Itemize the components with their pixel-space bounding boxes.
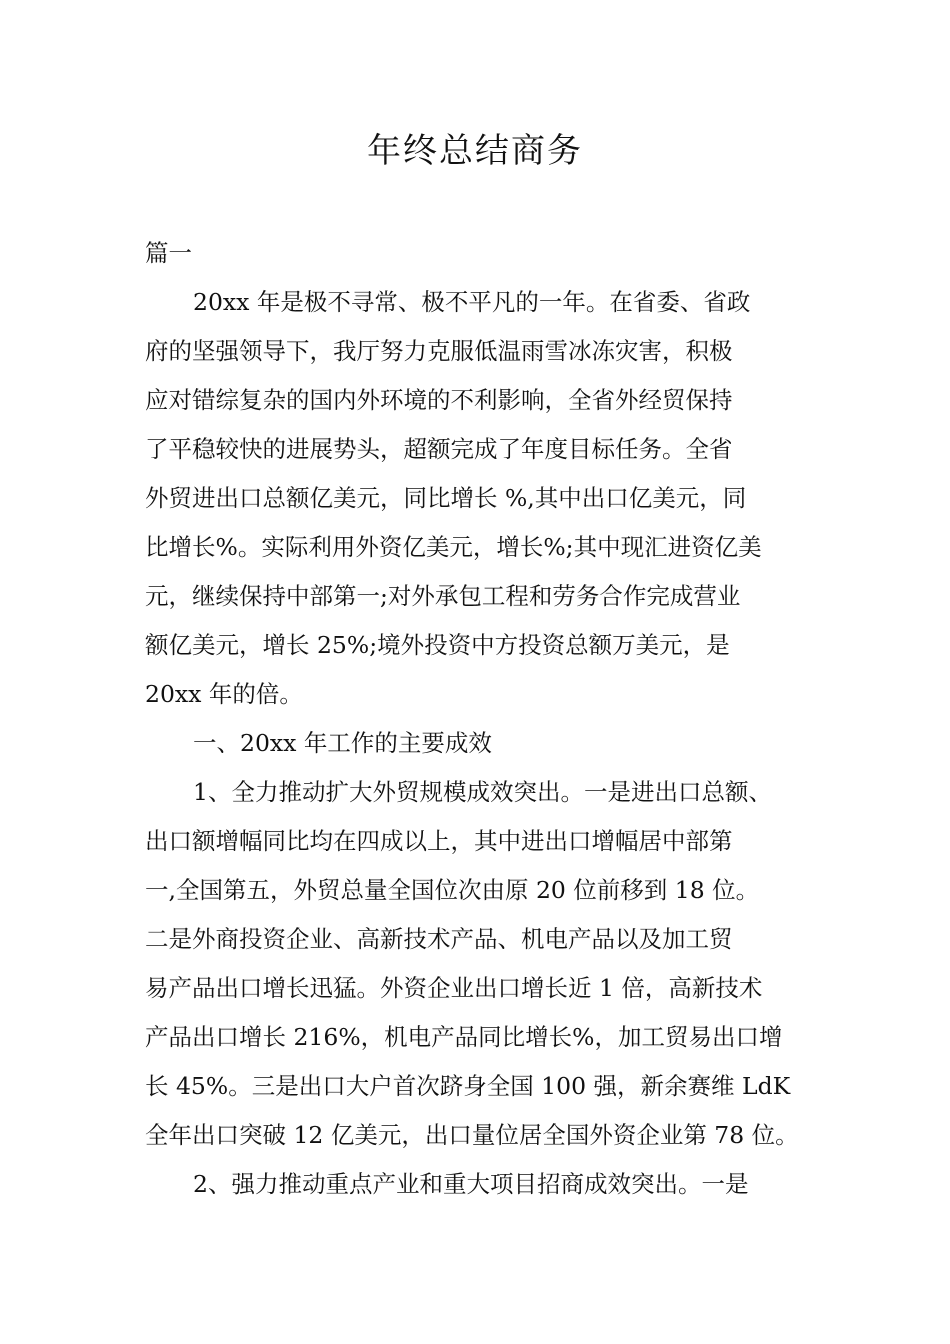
- text-line: 二是外商投资企业、高新技术产品、机电产品以及加工贸: [145, 925, 733, 953]
- text-line: 一、20xx 年工作的主要成效: [193, 729, 492, 757]
- text-line: 出口额增幅同比均在四成以上，其中进出口增幅居中部第: [145, 827, 733, 855]
- text-line: 了平稳较快的进展势头，超额完成了年度目标任务。全省: [145, 435, 733, 463]
- text-line: 全年出口突破 12 亿美元，出口量位居全国外资企业第 78 位。: [145, 1121, 799, 1149]
- text-line: 长 45%。三是出口大户首次跻身全国 100 强，新余赛维 LdK: [145, 1072, 791, 1100]
- text-line: 额亿美元，增长 25%;境外投资中方投资总额万美元，是: [145, 631, 730, 659]
- text-line: 1、全力推动扩大外贸规模成效突出。一是进出口总额、: [193, 778, 772, 806]
- text-line: 产品出口增长 216%，机电产品同比增长%，加工贸易出口增: [145, 1023, 783, 1051]
- text-line: 应对错综复杂的国内外环境的不利影响，全省外经贸保持: [145, 386, 733, 414]
- text-line: 易产品出口增长迅猛。外资企业出口增长近 1 倍，高新技术: [145, 974, 763, 1002]
- text-line: 府的坚强领导下，我厅努力克服低温雨雪冰冻灾害，积极: [145, 337, 733, 365]
- text-line: 2、强力推动重点产业和重大项目招商成效突出。一是: [193, 1170, 749, 1198]
- text-line: 20xx 年的倍。: [145, 680, 303, 708]
- text-line: 比增长%。实际利用外资亿美元，增长%;其中现汇进资亿美: [145, 533, 762, 561]
- document-title: 年终总结商务: [367, 131, 583, 171]
- text-line: 元，继续保持中部第一;对外承包工程和劳务合作完成营业: [145, 582, 741, 610]
- document-body: [145, 229, 817, 1209]
- text-line: 篇一: [145, 239, 192, 267]
- text-line: 外贸进出口总额亿美元，同比增长 %,其中出口亿美元，同: [145, 484, 747, 512]
- text-line: 20xx 年是极不寻常、极不平凡的一年。在省委、省政: [193, 288, 751, 316]
- text-line: 一,全国第五，外贸总量全国位次由原 20 位前移到 18 位。: [145, 876, 760, 904]
